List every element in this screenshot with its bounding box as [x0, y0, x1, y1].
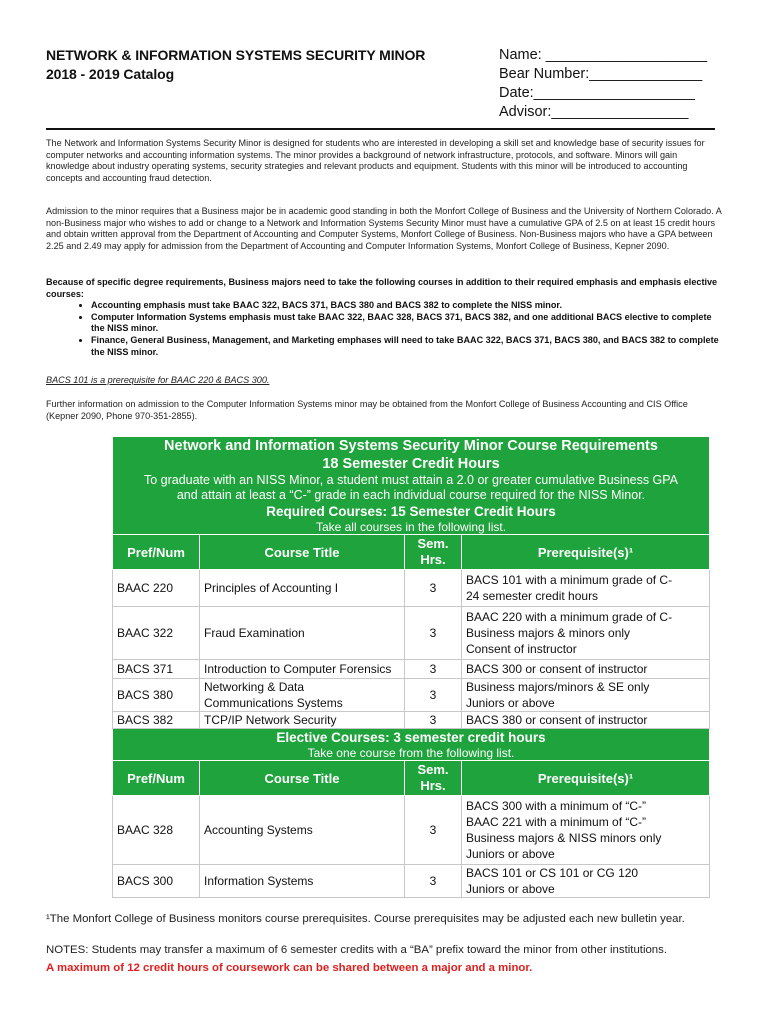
prereq-line: Juniors or above [466, 696, 555, 710]
course-num: BAAC 220 [113, 570, 200, 607]
prereq-line: BAAC 221 with a minimum of “C-” [466, 815, 647, 829]
col-pref-num: Pref/Num [113, 535, 200, 570]
prereq-line: Business majors/minors & SE only [466, 680, 650, 694]
col-sem-hrs [405, 535, 462, 570]
transfer-notes: NOTES: Students may transfer a maximum of 6 semester credits with a “BA” prefix toward the minor from other institutions. [46, 944, 668, 956]
course-prereq [462, 796, 710, 865]
col-pref-num: Pref/Num [113, 761, 200, 796]
list-item: • Accounting emphasis must take BAAC 322, BACS 371, BACS 380 and BACS 382 to complete the NISS minor. [91, 300, 722, 312]
list-item: • Finance, General Business, Management, and Marketing emphases will need to take BAAC 322, BACS 371, BACS 380, and BACS 382 to complete the NISS minor. [91, 335, 722, 358]
intro-paragraph: The Network and Information Systems Security Minor is designed for students who are interested in developing a skill set and knowledge base of security issues for computer networks and accounting information systems. The minor provides a background of network infrastructure, protocols, and software. Minors will gain knowledge about industry operating systems, security strategies and relevant products and equipment. Students with this minor will be introduced to accounting concepts and accounting fraud detection. [46, 138, 705, 183]
course-hrs: 3 [405, 607, 462, 660]
col-sem-label: Sem. [417, 536, 449, 551]
prereq-line: Business majors & minors only [466, 626, 631, 640]
course-title [200, 679, 405, 712]
elective-section-subtitle: Take one course from the following list. [307, 746, 515, 760]
elective-section-title: Elective Courses: 3 semester credit hours [276, 730, 546, 745]
col-hrs-label: Hrs. [420, 552, 446, 567]
table-credit-hours: 18 Semester Credit Hours [322, 456, 500, 472]
course-hrs: 3 [405, 796, 462, 865]
course-hrs: 3 [405, 865, 462, 898]
course-num: BAAC 328 [113, 796, 200, 865]
further-info-paragraph: Further information on admission to the Computer Information Systems minor may be obtained from the Monfort College of Business Accounting and CIS Office (Kepner 2090, Phone 970-351-2855). [46, 399, 688, 421]
col-sem-label: Sem. [417, 762, 449, 777]
advisor-field[interactable]: Advisor:_________________ [499, 104, 689, 120]
header-divider [46, 128, 715, 130]
course-num: BACS 371 [113, 660, 200, 679]
elective-banner [113, 729, 710, 761]
admission-paragraph: Admission to the minor requires that a Business major be in academic good standing in both the Monfort College of Business and the University of Northern Colorado. A non-Business major who wishes to add or change to a Network and Information Systems Security Minor must have a cumulative GPA of 2.5 on at least 15 credit hours and obtain written approval from the Department of Accounting and Computer Systems, Monfort College of Business. Non-Business majors who have a GPA between 2.25 and 2.49 may apply for admission from the Department of Accounting and Computer Information Systems, Monfort College of Business, Kepner 2090. [46, 206, 722, 251]
table-title: Network and Information Systems Security Minor Course Requirements [164, 438, 658, 454]
col-hrs-label: Hrs. [420, 778, 446, 793]
course-title: Information Systems [200, 865, 405, 898]
course-title-line: Communications Systems [204, 696, 343, 710]
table-row [113, 796, 710, 865]
course-hrs: 3 [405, 679, 462, 712]
col-sem-hrs [405, 761, 462, 796]
table-header-row [113, 761, 710, 796]
name-field[interactable]: Name: ____________________ [499, 47, 708, 63]
course-title: Accounting Systems [200, 796, 405, 865]
graduation-requirement-2: and attain at least a “C-” grade in each individual course required for the NISS Minor. [176, 488, 646, 502]
prereq-line: BACS 300 with a minimum of “C-” [466, 799, 647, 813]
prerequisite-footnote: ¹The Monfort College of Business monitors course prerequisites. Course prerequisites may be adjusted each new bulletin year. [46, 913, 685, 925]
shared-credit-warning: A maximum of 12 credit hours of coursework can be shared between a major and a minor. [46, 962, 533, 974]
page-header [46, 46, 722, 126]
prerequisite-note-text: BACS 101 is a prerequisite for BAAC 220 & BACS 300. [46, 375, 270, 385]
requirements-lead: Because of specific degree requirements, Business majors need to take the following courses in addition to their required emphasis and emphasis elective courses: [46, 277, 718, 299]
col-prerequisites: Prerequisite(s)¹ [462, 761, 710, 796]
prerequisite-note [46, 375, 722, 387]
date-field[interactable]: Date:____________________ [499, 85, 695, 101]
course-title-line: Networking & Data [204, 680, 305, 694]
course-title: Introduction to Computer Forensics [200, 660, 405, 679]
prereq-line: 24 semester credit hours [466, 589, 599, 603]
prereq-line: BACS 101 or CS 101 or CG 120 [466, 866, 639, 880]
table-header-row [113, 535, 710, 570]
table-row [113, 679, 710, 712]
course-hrs: 3 [405, 660, 462, 679]
course-num: BACS 382 [113, 712, 200, 729]
table-row [113, 712, 710, 729]
course-title: Principles of Accounting I [200, 570, 405, 607]
page-title: NETWORK & INFORMATION SYSTEMS SECURITY MINOR [46, 47, 426, 63]
course-num: BACS 380 [113, 679, 200, 712]
graduation-requirement: To graduate with an NISS Minor, a student must attain a 2.0 or greater cumulative Business GPA [143, 473, 679, 487]
course-title: Fraud Examination [200, 607, 405, 660]
course-requirements-table [112, 436, 710, 898]
prereq-line: Consent of instructor [466, 642, 577, 656]
col-course-title: Course Title [200, 535, 405, 570]
prereq-line: Juniors or above [466, 882, 555, 896]
emphasis-list [46, 300, 722, 358]
course-num: BACS 300 [113, 865, 200, 898]
col-course-title: Course Title [200, 761, 405, 796]
title-block [46, 46, 425, 84]
course-prereq [462, 679, 710, 712]
student-info-fields [499, 46, 707, 122]
table-row [113, 607, 710, 660]
course-prereq: BACS 300 or consent of instructor [462, 660, 710, 679]
prereq-line: BAAC 220 with a minimum grade of C- [466, 610, 673, 624]
course-prereq: BACS 380 or consent of instructor [462, 712, 710, 729]
prereq-line: BACS 101 with a minimum grade of C- [466, 573, 673, 587]
bear-number-field[interactable]: Bear Number:______________ [499, 66, 703, 82]
required-section-subtitle: Take all courses in the following list. [315, 520, 507, 534]
catalog-year: 2018 - 2019 Catalog [46, 66, 175, 82]
prereq-line: Juniors or above [466, 847, 555, 861]
table-title-banner [113, 437, 710, 535]
required-section-title: Required Courses: 15 Semester Credit Hours [266, 504, 556, 519]
col-prerequisites: Prerequisite(s)¹ [462, 535, 710, 570]
course-hrs: 3 [405, 570, 462, 607]
list-item: • Computer Information Systems emphasis must take BAAC 322, BAAC 328, BACS 371, BACS 382, and one additional BACS elective to complete the NISS minor. [91, 312, 722, 335]
table-row [113, 865, 710, 898]
table-row [113, 570, 710, 607]
course-prereq [462, 865, 710, 898]
course-hrs: 3 [405, 712, 462, 729]
course-num: BAAC 322 [113, 607, 200, 660]
requirements-section [46, 277, 722, 358]
course-prereq [462, 607, 710, 660]
course-title: TCP/IP Network Security [200, 712, 405, 729]
course-prereq [462, 570, 710, 607]
table-row [113, 660, 710, 679]
prereq-line: Business majors & NISS minors only [466, 831, 662, 845]
